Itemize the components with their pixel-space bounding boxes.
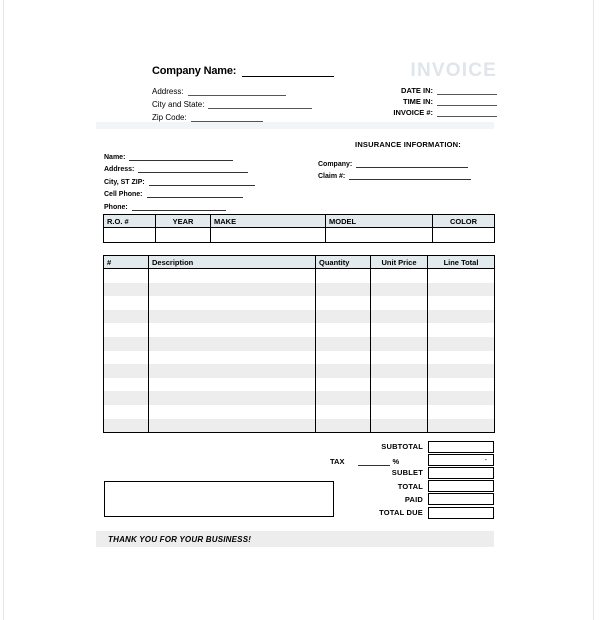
insurance-info-block — [318, 140, 498, 180]
customer-cell-phone-input[interactable] — [147, 189, 243, 198]
line-item-cell-quantity[interactable] — [316, 296, 371, 310]
line-item-row — [104, 378, 495, 392]
invoice-number-row — [367, 106, 497, 117]
line-item-cell-line-total[interactable] — [428, 337, 495, 351]
date-in-input[interactable] — [437, 86, 497, 95]
line-items-header-row — [104, 256, 495, 269]
line-item-row — [104, 391, 495, 405]
customer-address-input[interactable] — [138, 164, 248, 173]
items-header-unit-price: Unit Price — [371, 256, 428, 269]
customer-name-label: Name: — [104, 153, 126, 161]
invoice-number-input[interactable] — [437, 108, 497, 117]
line-item-cell-number[interactable] — [104, 269, 149, 283]
customer-cell-phone-label: Cell Phone: — [104, 191, 143, 198]
line-item-cell-description[interactable] — [149, 405, 316, 419]
line-item-row — [104, 337, 495, 351]
line-item-cell-description[interactable] — [149, 283, 316, 297]
vehicle-header-make: MAKE — [211, 215, 326, 228]
line-item-cell-line-total[interactable] — [428, 405, 495, 419]
line-item-cell-line-total[interactable] — [428, 419, 495, 433]
line-item-cell-quantity[interactable] — [316, 351, 371, 365]
line-item-cell-number[interactable] — [104, 283, 149, 297]
insurance-section-title: INSURANCE INFORMATION: — [355, 140, 461, 149]
invoice-number-label: INVOICE #: — [393, 108, 433, 117]
line-item-cell-line-total[interactable] — [428, 323, 495, 337]
sublet-value[interactable] — [428, 467, 494, 479]
line-item-cell-quantity[interactable] — [316, 419, 371, 433]
line-item-cell-quantity[interactable] — [316, 269, 371, 283]
address-input[interactable] — [188, 86, 286, 96]
vehicle-table — [103, 214, 495, 243]
total-label: TOTAL — [397, 481, 423, 491]
line-item-cell-number[interactable] — [104, 391, 149, 405]
sublet-row — [330, 466, 494, 479]
customer-name-input[interactable] — [129, 152, 233, 161]
vehicle-header-year: YEAR — [156, 215, 211, 228]
address-label: Address: — [152, 87, 184, 96]
vehicle-cell-model[interactable] — [326, 228, 433, 243]
line-item-cell-number[interactable] — [104, 378, 149, 392]
line-item-cell-number[interactable] — [104, 310, 149, 324]
line-item-cell-number[interactable] — [104, 419, 149, 433]
line-item-row — [104, 269, 495, 283]
tax-value[interactable]: - — [428, 454, 494, 466]
customer-phone-row — [104, 198, 304, 211]
vehicle-header-model: MODEL — [326, 215, 433, 228]
line-item-cell-description[interactable] — [149, 378, 316, 392]
customer-phone-input[interactable] — [132, 202, 226, 211]
line-item-cell-description[interactable] — [149, 296, 316, 310]
line-item-row — [104, 351, 495, 365]
line-item-row — [104, 323, 495, 337]
line-item-cell-unit-price[interactable] — [371, 296, 428, 310]
line-item-cell-unit-price[interactable] — [371, 351, 428, 365]
items-header-description: Description — [149, 256, 316, 269]
tax-percent-symbol: % — [392, 456, 400, 466]
city-state-label: City and State: — [152, 100, 205, 109]
line-item-cell-line-total[interactable] — [428, 283, 495, 297]
items-header-quantity: Quantity — [316, 256, 371, 269]
line-item-cell-unit-price[interactable] — [371, 378, 428, 392]
line-item-cell-description[interactable] — [149, 323, 316, 337]
vehicle-table-row — [104, 228, 495, 243]
line-items-body — [104, 269, 495, 433]
line-item-row — [104, 283, 495, 297]
line-item-cell-unit-price[interactable] — [371, 310, 428, 324]
company-name-label: Company Name: — [152, 65, 237, 77]
line-item-cell-unit-price[interactable] — [371, 419, 428, 433]
total-due-value[interactable] — [428, 507, 494, 519]
line-item-cell-number[interactable] — [104, 323, 149, 337]
line-item-cell-description[interactable] — [149, 419, 316, 433]
line-item-cell-description[interactable] — [149, 310, 316, 324]
city-state-input[interactable] — [208, 99, 312, 109]
sublet-label: SUBLET — [391, 468, 423, 478]
invoice-meta-block — [367, 84, 497, 117]
subtotal-value[interactable] — [428, 441, 494, 453]
line-item-row — [104, 296, 495, 310]
line-item-cell-number[interactable] — [104, 405, 149, 419]
customer-name-row — [104, 148, 304, 161]
customer-city-state-zip-label: City, ST ZIP: — [104, 178, 145, 186]
total-due-row — [330, 506, 494, 519]
line-item-cell-quantity[interactable] — [316, 405, 371, 419]
vehicle-cell-color[interactable] — [433, 228, 495, 243]
tax-row — [330, 453, 494, 466]
line-item-cell-description[interactable] — [149, 364, 316, 378]
line-items-table — [103, 255, 495, 433]
vehicle-header-color: COLOR — [433, 215, 495, 228]
line-item-cell-quantity[interactable] — [316, 337, 371, 351]
customer-cell-phone-row — [104, 186, 304, 199]
zip-code-label: Zip Code: — [152, 113, 187, 122]
customer-city-state-zip-input[interactable] — [149, 177, 255, 186]
customer-phone-label: Phone: — [104, 203, 128, 211]
vehicle-table-header-row — [104, 215, 495, 228]
time-in-row — [367, 95, 497, 106]
line-item-cell-quantity[interactable] — [316, 391, 371, 405]
line-item-cell-unit-price[interactable] — [371, 269, 428, 283]
line-item-cell-unit-price[interactable] — [371, 405, 428, 419]
footer-thank-you-note: THANK YOU FOR YOUR BUSINESS! — [108, 535, 252, 544]
paid-row — [330, 493, 494, 506]
total-due-label: TOTAL DUE — [379, 508, 423, 518]
line-item-cell-description[interactable] — [149, 337, 316, 351]
tax-label: TAX — [330, 456, 345, 466]
insurance-claim-label: Claim #: — [318, 173, 346, 180]
invoice-header — [152, 62, 497, 122]
line-item-cell-line-total[interactable] — [428, 364, 495, 378]
line-item-cell-quantity[interactable] — [316, 283, 371, 297]
line-item-cell-description[interactable] — [149, 391, 316, 405]
line-item-cell-number[interactable] — [104, 351, 149, 365]
invoice-title: INVOICE — [410, 60, 497, 81]
line-item-cell-line-total[interactable] — [428, 378, 495, 392]
line-item-cell-quantity[interactable] — [316, 364, 371, 378]
customer-address-label: Address: — [104, 166, 135, 173]
vehicle-cell-make[interactable] — [211, 228, 326, 243]
date-in-row — [367, 84, 497, 95]
customer-address-row — [104, 161, 304, 174]
line-item-cell-quantity[interactable] — [316, 323, 371, 337]
line-item-row — [104, 364, 495, 378]
time-in-input[interactable] — [437, 97, 497, 106]
tax-rate-input[interactable] — [358, 457, 390, 466]
insurance-company-input[interactable] — [356, 159, 468, 168]
line-item-cell-unit-price[interactable] — [371, 323, 428, 337]
items-header-number: # — [104, 256, 149, 269]
items-header-line-total: Line Total — [428, 256, 495, 269]
tax-label-group — [330, 454, 428, 466]
line-item-cell-line-total[interactable] — [428, 391, 495, 405]
insurance-company-label: Company: — [318, 160, 353, 168]
vehicle-cell-ro-number[interactable] — [104, 228, 156, 243]
customer-info-block — [104, 148, 304, 211]
line-item-row — [104, 419, 495, 433]
vehicle-header-ro-number: R.O. # — [104, 215, 156, 228]
line-item-cell-unit-price[interactable] — [371, 283, 428, 297]
line-item-cell-quantity[interactable] — [316, 310, 371, 324]
line-item-cell-description[interactable] — [149, 269, 316, 283]
total-value[interactable] — [428, 480, 494, 492]
line-item-cell-number[interactable] — [104, 364, 149, 378]
subtotal-row — [330, 440, 494, 453]
total-row — [330, 480, 494, 493]
customer-owes-box[interactable] — [104, 481, 334, 517]
insurance-claim-row — [318, 168, 498, 181]
header-separator-band — [96, 122, 494, 129]
line-item-cell-unit-price[interactable] — [371, 391, 428, 405]
line-item-cell-unit-price[interactable] — [371, 364, 428, 378]
insurance-claim-input[interactable] — [349, 171, 471, 180]
line-item-cell-number[interactable] — [104, 296, 149, 310]
line-item-cell-line-total[interactable] — [428, 310, 495, 324]
line-item-row — [104, 405, 495, 419]
line-item-cell-unit-price[interactable] — [371, 337, 428, 351]
date-in-label: DATE IN: — [401, 86, 433, 95]
totals-section — [330, 440, 494, 519]
time-in-label: TIME IN: — [403, 97, 433, 106]
paid-label: PAID — [404, 494, 423, 504]
subtotal-label: SUBTOTAL — [381, 442, 423, 452]
line-item-cell-line-total[interactable] — [428, 269, 495, 283]
paid-value[interactable] — [428, 493, 494, 505]
line-item-cell-description[interactable] — [149, 351, 316, 365]
vehicle-cell-year[interactable] — [156, 228, 211, 243]
customer-city-state-zip-row — [104, 173, 304, 186]
line-item-cell-quantity[interactable] — [316, 378, 371, 392]
company-name-input[interactable] — [242, 65, 334, 77]
line-item-cell-line-total[interactable] — [428, 296, 495, 310]
zip-code-input[interactable] — [191, 112, 263, 122]
line-item-cell-line-total[interactable] — [428, 351, 495, 365]
line-item-row — [104, 310, 495, 324]
insurance-company-row — [318, 155, 498, 168]
line-item-cell-number[interactable] — [104, 337, 149, 351]
